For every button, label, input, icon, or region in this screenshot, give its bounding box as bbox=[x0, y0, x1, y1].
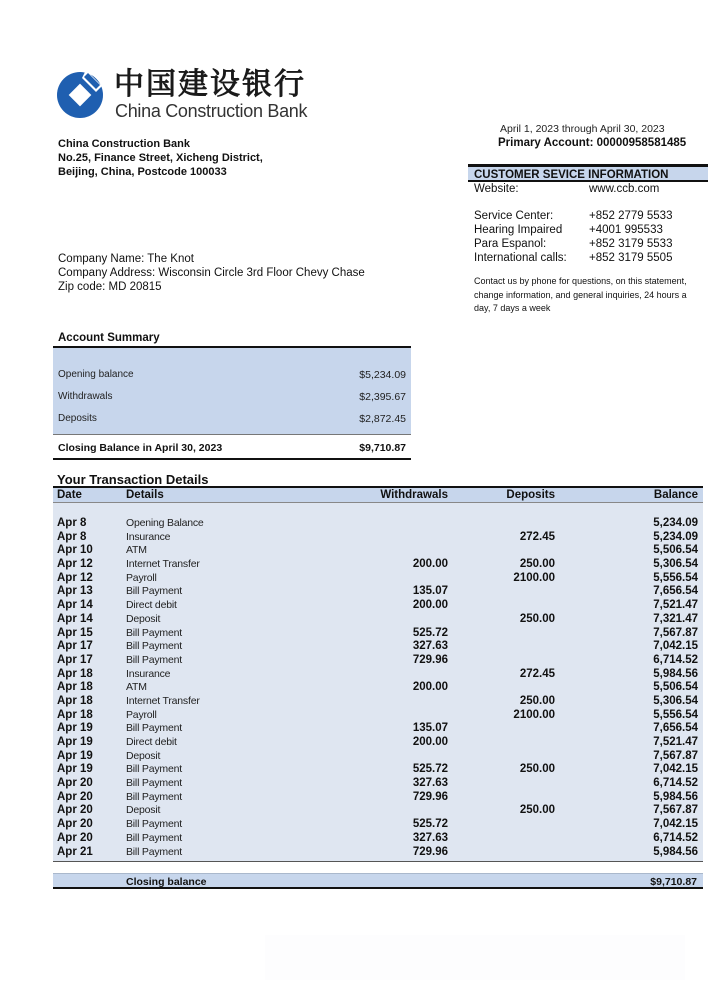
contact-label: Service Center: bbox=[474, 210, 554, 222]
cell-deposit bbox=[448, 750, 555, 764]
cell-balance: 5,306.54 bbox=[653, 694, 698, 707]
cell-withdrawal bbox=[366, 750, 448, 764]
cell-withdrawal: 327.63 bbox=[412, 640, 448, 653]
primary-account bbox=[498, 137, 686, 149]
contact-row bbox=[468, 237, 708, 251]
cell-date: Apr 20 bbox=[57, 831, 93, 844]
cell-deposit: 2100.00 bbox=[513, 708, 555, 721]
cell-date: Apr 20 bbox=[57, 777, 93, 790]
cell-balance: 5,234.09 bbox=[653, 517, 698, 529]
cell-deposit bbox=[448, 640, 555, 654]
cell-details: Payroll bbox=[126, 571, 157, 584]
cell-withdrawal: 327.63 bbox=[412, 777, 448, 790]
table-row bbox=[53, 558, 703, 572]
cell-deposit bbox=[448, 585, 555, 599]
cell-withdrawal: 729.96 bbox=[412, 845, 448, 858]
cell-date: Apr 20 bbox=[57, 804, 93, 817]
cell-deposit bbox=[448, 846, 555, 860]
faint-watermark bbox=[265, 935, 685, 980]
transaction-table-header bbox=[53, 488, 703, 503]
summary-row-deposits bbox=[53, 410, 411, 432]
cell-date: Apr 20 bbox=[57, 790, 93, 803]
cell-withdrawal bbox=[366, 613, 448, 627]
cell-date: Apr 14 bbox=[57, 599, 93, 612]
cell-balance: 7,567.87 bbox=[653, 804, 698, 817]
cell-details: Deposit bbox=[126, 804, 161, 817]
column-header-date: Date bbox=[57, 489, 82, 501]
column-header-details: Details bbox=[126, 489, 164, 501]
cell-withdrawal bbox=[366, 709, 448, 723]
cell-deposit: 272.45 bbox=[519, 530, 555, 543]
cell-withdrawal: 200.00 bbox=[412, 599, 448, 612]
table-row bbox=[53, 613, 703, 627]
cell-date: Apr 18 bbox=[57, 667, 93, 680]
cell-withdrawal: 200.00 bbox=[412, 681, 448, 694]
cell-date: Apr 8 bbox=[57, 530, 87, 543]
company-address: Company Address: Wisconsin Circle 3rd Floor Chevy Chase bbox=[58, 267, 365, 279]
cell-balance: 5,506.54 bbox=[653, 681, 698, 694]
cell-withdrawal: 525.72 bbox=[412, 626, 448, 639]
cell-balance: 5,506.54 bbox=[653, 544, 698, 557]
cell-date: Apr 17 bbox=[57, 640, 93, 653]
cell-balance: 7,656.54 bbox=[653, 585, 698, 598]
cell-deposit bbox=[448, 777, 555, 791]
cell-details: ATM bbox=[126, 681, 147, 694]
cell-details: Payroll bbox=[126, 708, 157, 721]
cell-date: Apr 20 bbox=[57, 818, 93, 831]
cell-details: Bill Payment bbox=[126, 722, 182, 735]
customer-service-note: Contact us by phone for questions, on this statement, change information, and general inquiries, 24 hours a day, 7 days a week bbox=[474, 276, 687, 313]
cell-details: Insurance bbox=[126, 530, 171, 543]
table-row bbox=[53, 654, 703, 668]
contact-phone: +852 2779 5533 bbox=[589, 210, 673, 222]
contact-phone: +4001 995533 bbox=[589, 224, 663, 236]
cell-withdrawal: 729.96 bbox=[412, 790, 448, 803]
cell-date: Apr 21 bbox=[57, 845, 93, 858]
cell-deposit: 250.00 bbox=[519, 804, 555, 817]
cell-deposit bbox=[448, 818, 555, 832]
cell-details: Bill Payment bbox=[126, 831, 182, 844]
account-summary bbox=[53, 332, 411, 460]
cell-details: Internet Transfer bbox=[126, 558, 200, 571]
bank-name-chinese: 中国建设银行 bbox=[114, 67, 306, 102]
bank-address-line: No.25, Finance Street, Xicheng District, bbox=[58, 152, 263, 164]
transaction-details-title: Your Transaction Details bbox=[53, 472, 703, 488]
cell-details: Direct debit bbox=[126, 599, 177, 612]
column-header-withdrawals: Withdrawals bbox=[380, 489, 448, 501]
cell-balance: 7,521.47 bbox=[653, 599, 698, 612]
table-row bbox=[53, 585, 703, 599]
closing-balance-value: $9,710.87 bbox=[650, 876, 697, 888]
table-row bbox=[53, 750, 703, 764]
cell-deposit bbox=[448, 791, 555, 805]
company-zip: Zip code: MD 20815 bbox=[58, 281, 162, 293]
cell-details: Internet Transfer bbox=[126, 694, 200, 707]
cell-balance: 5,556.54 bbox=[653, 571, 698, 584]
bank-address-line: China Construction Bank bbox=[58, 138, 191, 150]
cell-date: Apr 19 bbox=[57, 736, 93, 748]
contact-row bbox=[468, 251, 708, 265]
bank-logo bbox=[56, 66, 326, 126]
summary-row-withdrawals bbox=[53, 388, 411, 410]
cell-balance: 5,984.56 bbox=[653, 667, 698, 680]
cell-date: Apr 12 bbox=[57, 558, 93, 571]
cell-deposit: 272.45 bbox=[519, 667, 555, 680]
summary-value: $2,395.67 bbox=[359, 391, 406, 403]
cell-deposit bbox=[448, 722, 555, 736]
cell-balance: 5,984.56 bbox=[653, 790, 698, 803]
cell-withdrawal bbox=[366, 668, 448, 682]
cell-withdrawal: 525.72 bbox=[412, 763, 448, 776]
table-row bbox=[53, 531, 703, 545]
summary-value: $2,872.45 bbox=[359, 413, 406, 425]
bank-address bbox=[58, 137, 263, 179]
cell-withdrawal bbox=[366, 544, 448, 558]
cell-withdrawal: 135.07 bbox=[412, 722, 448, 735]
cell-deposit: 250.00 bbox=[519, 558, 555, 571]
cell-date: Apr 8 bbox=[57, 517, 87, 529]
cell-deposit bbox=[448, 544, 555, 558]
transaction-table-body bbox=[53, 503, 703, 862]
column-header-deposits: Deposits bbox=[506, 489, 555, 501]
cell-deposit: 250.00 bbox=[519, 763, 555, 776]
table-row bbox=[53, 846, 703, 860]
cell-deposit: 2100.00 bbox=[513, 571, 555, 584]
cell-date: Apr 19 bbox=[57, 763, 93, 776]
customer-service-title: CUSTOMER SEVICE INFORMATION bbox=[468, 164, 708, 182]
closing-balance-row bbox=[53, 873, 703, 889]
cell-date: Apr 15 bbox=[57, 626, 93, 639]
cell-date: Apr 18 bbox=[57, 708, 93, 721]
cell-details: Insurance bbox=[126, 667, 171, 680]
cell-details: Bill Payment bbox=[126, 790, 182, 803]
cell-withdrawal bbox=[366, 804, 448, 818]
transaction-details bbox=[53, 472, 703, 862]
cell-balance: 5,234.09 bbox=[653, 530, 698, 543]
cell-balance: 7,656.54 bbox=[653, 722, 698, 735]
cell-deposit bbox=[448, 517, 555, 531]
account-summary-title: Account Summary bbox=[53, 332, 411, 348]
cell-details: Opening Balance bbox=[126, 517, 204, 529]
table-row bbox=[53, 736, 703, 750]
company-info bbox=[58, 252, 365, 294]
closing-balance-label: Closing Balance in April 30, 2023 bbox=[58, 442, 223, 454]
table-row bbox=[53, 627, 703, 641]
summary-value: $5,234.09 bbox=[359, 369, 406, 381]
cell-details: Direct debit bbox=[126, 736, 177, 748]
cell-balance: 7,567.87 bbox=[653, 749, 698, 762]
primary-account-number: 00000958581485 bbox=[596, 137, 687, 149]
account-summary-body bbox=[53, 348, 411, 434]
summary-label: Deposits bbox=[58, 413, 97, 424]
contact-label: International calls: bbox=[474, 252, 567, 264]
website-link[interactable]: www.ccb.com bbox=[589, 183, 660, 195]
cell-date: Apr 12 bbox=[57, 571, 93, 584]
cell-details: Deposit bbox=[126, 749, 161, 762]
table-row bbox=[53, 517, 703, 531]
cell-deposit bbox=[448, 736, 555, 750]
bank-name-english: China Construction Bank bbox=[115, 101, 308, 121]
cell-withdrawal bbox=[366, 572, 448, 586]
table-row bbox=[53, 818, 703, 832]
table-row bbox=[53, 777, 703, 791]
table-row bbox=[53, 763, 703, 777]
column-header-balance: Balance bbox=[653, 489, 698, 501]
cell-details: Bill Payment bbox=[126, 763, 182, 776]
cell-balance: 7,521.47 bbox=[653, 736, 698, 748]
contact-label: Para Espanol: bbox=[474, 238, 547, 250]
table-row bbox=[53, 832, 703, 846]
cell-date: Apr 19 bbox=[57, 722, 93, 735]
cell-balance: 7,567.87 bbox=[653, 626, 698, 639]
closing-balance-value: $9,710.87 bbox=[359, 442, 406, 454]
table-row bbox=[53, 709, 703, 723]
cell-withdrawal bbox=[366, 531, 448, 545]
cell-balance: 6,714.52 bbox=[653, 831, 698, 844]
cell-balance: 7,321.47 bbox=[653, 612, 698, 625]
contact-phone: +852 3179 5505 bbox=[589, 252, 673, 264]
cell-details: Deposit bbox=[126, 612, 161, 625]
table-row bbox=[53, 722, 703, 736]
cell-date: Apr 17 bbox=[57, 653, 93, 666]
cell-withdrawal: 525.72 bbox=[412, 818, 448, 831]
cell-deposit: 250.00 bbox=[519, 694, 555, 707]
cell-details: Bill Payment bbox=[126, 845, 182, 858]
table-row bbox=[53, 599, 703, 613]
cell-deposit: 250.00 bbox=[519, 612, 555, 625]
statement-period: April 1, 2023 through April 30, 2023 bbox=[500, 123, 665, 135]
cell-date: Apr 18 bbox=[57, 681, 93, 694]
cell-balance: 5,984.56 bbox=[653, 845, 698, 858]
customer-service-panel bbox=[468, 164, 708, 316]
contact-row bbox=[468, 209, 708, 223]
cell-date: Apr 14 bbox=[57, 612, 93, 625]
contact-phone: +852 3179 5533 bbox=[589, 238, 673, 250]
contact-row bbox=[468, 223, 708, 237]
cell-withdrawal: 729.96 bbox=[412, 653, 448, 666]
primary-account-label: Primary Account: bbox=[498, 137, 594, 149]
cell-withdrawal bbox=[366, 517, 448, 531]
cell-date: Apr 10 bbox=[57, 544, 93, 557]
cell-balance: 6,714.52 bbox=[653, 777, 698, 790]
cell-deposit bbox=[448, 627, 555, 641]
cell-details: Bill Payment bbox=[126, 640, 182, 653]
cell-details: Bill Payment bbox=[126, 626, 182, 639]
summary-label: Opening balance bbox=[58, 369, 134, 380]
cell-date: Apr 18 bbox=[57, 694, 93, 707]
cell-details: Bill Payment bbox=[126, 777, 182, 790]
cell-deposit bbox=[448, 654, 555, 668]
summary-closing-balance bbox=[53, 434, 411, 460]
table-row bbox=[53, 681, 703, 695]
company-name: Company Name: The Knot bbox=[58, 253, 194, 265]
table-row bbox=[53, 791, 703, 805]
bank-address-line: Beijing, China, Postcode 100033 bbox=[58, 166, 227, 178]
closing-balance-label: Closing balance bbox=[126, 876, 207, 888]
cell-details: Bill Payment bbox=[126, 585, 182, 598]
cell-balance: 7,042.15 bbox=[653, 818, 698, 831]
table-row bbox=[53, 544, 703, 558]
cell-withdrawal: 200.00 bbox=[412, 558, 448, 571]
cell-balance: 7,042.15 bbox=[653, 763, 698, 776]
website-row bbox=[468, 182, 708, 196]
cell-details: ATM bbox=[126, 544, 147, 557]
cell-balance: 5,556.54 bbox=[653, 708, 698, 721]
summary-row-opening bbox=[53, 366, 411, 388]
summary-label: Withdrawals bbox=[58, 391, 113, 402]
website-label: Website: bbox=[474, 183, 519, 195]
table-row bbox=[53, 668, 703, 682]
table-row bbox=[53, 804, 703, 818]
cell-balance: 5,306.54 bbox=[653, 558, 698, 571]
contact-label: Hearing Impaired bbox=[474, 224, 563, 236]
table-row bbox=[53, 572, 703, 586]
cell-withdrawal: 200.00 bbox=[412, 736, 448, 748]
cell-details: Bill Payment bbox=[126, 818, 182, 831]
cell-deposit bbox=[448, 599, 555, 613]
cell-deposit bbox=[448, 832, 555, 846]
ccb-logo-icon bbox=[56, 66, 104, 122]
cell-date: Apr 13 bbox=[57, 585, 93, 598]
table-row bbox=[53, 695, 703, 709]
cell-details: Bill Payment bbox=[126, 653, 182, 666]
cell-withdrawal bbox=[366, 695, 448, 709]
cell-withdrawal: 135.07 bbox=[412, 585, 448, 598]
cell-balance: 7,042.15 bbox=[653, 640, 698, 653]
cell-date: Apr 19 bbox=[57, 749, 93, 762]
cell-withdrawal: 327.63 bbox=[412, 831, 448, 844]
cell-balance: 6,714.52 bbox=[653, 653, 698, 666]
cell-deposit bbox=[448, 681, 555, 695]
table-row bbox=[53, 640, 703, 654]
